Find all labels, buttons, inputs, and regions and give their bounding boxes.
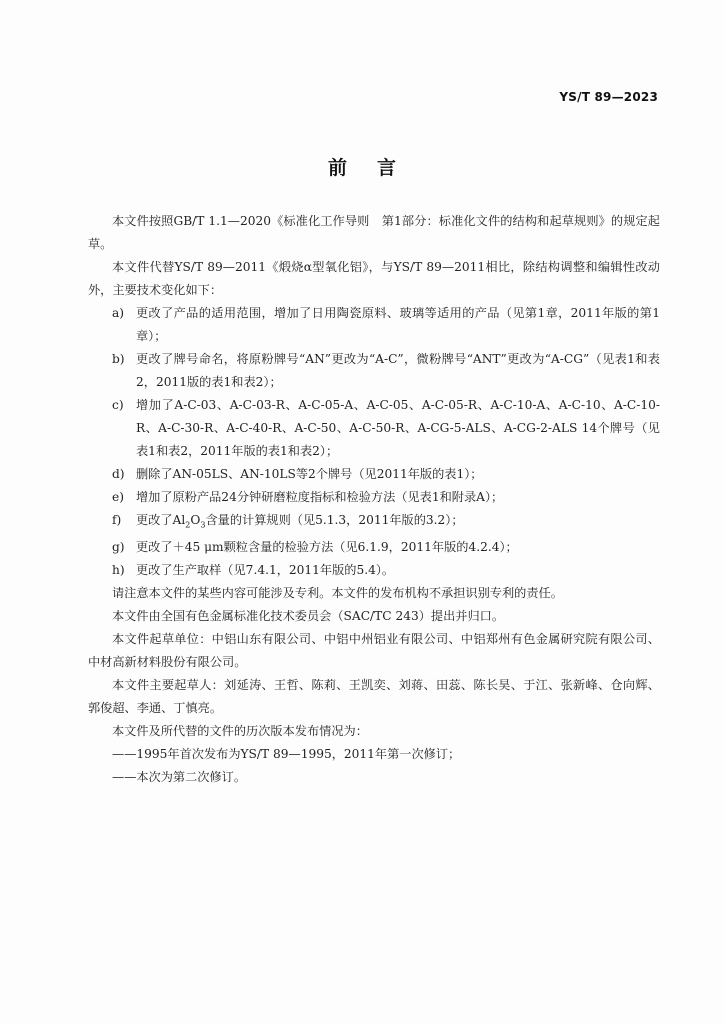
paragraph-drafting-rules: 本文件按照GB/T 1.1—2020《标准化工作导则 第1部分：标准化文件的结构和起草规则》的规定起草。 <box>88 214 660 251</box>
list-marker: c) <box>112 398 124 412</box>
list-item <box>88 509 660 536</box>
list-item <box>88 463 660 486</box>
history-item: ——本次为第二次修订。 <box>112 770 247 785</box>
list-item-text: 增加了A-C-03、A-C-03-R、A-C-05-A、A-C-05、A-C-05-R、A-C-10-A、A-C-10、A-C-10-R、A-C-30-R、A-C-40-R、A-C-50、A-C-50-R、A-CG-5-ALS、A-CG-2-ALS 14个牌号（见表1和表2，2011年版的表1和表2）； <box>136 398 660 458</box>
list-marker: b) <box>112 352 125 366</box>
list-item-text: 更改了生产取样（见7.4.1，2011年版的5.4）。 <box>136 563 395 578</box>
history-item: ——1995年首次发布为YS/T 89—1995，2011年第一次修订； <box>112 747 461 762</box>
proposer-statement: 本文件由全国有色金属标准化技术委员会（SAC/TC 243）提出并归口。 <box>112 609 505 624</box>
history-intro: 本文件及所代替的文件的历次版本发布情况为： <box>112 724 368 739</box>
list-item <box>88 302 660 348</box>
list-marker: d) <box>112 467 125 481</box>
list-item <box>88 348 660 394</box>
document-body <box>88 210 660 789</box>
subscript-2: 2 <box>185 520 191 530</box>
formula-suffix: 含量的计算规则（见5.1.3，2011年版的3.2）； <box>205 513 464 527</box>
drafting-units: 本文件起草单位：中铝山东有限公司、中铝中州铝业有限公司、中铝郑州有色金属研究院有限公司、中材高新材料股份有限公司。 <box>88 632 660 670</box>
formula-o: O <box>190 513 201 527</box>
list-item <box>88 559 660 582</box>
list-item-text: 更改了产品的适用范围，增加了日用陶瓷原料、玻璃等适用的产品（见第1章，2011年版的第1章）； <box>136 306 660 343</box>
list-marker: f) <box>112 513 122 527</box>
list-item-text: 更改了＋45 μm颗粒含量的检验方法（见6.1.9，2011年版的4.2.4）； <box>136 540 518 555</box>
list-item <box>88 486 660 509</box>
list-marker: h) <box>112 563 125 578</box>
list-item <box>88 536 660 559</box>
list-item-text: 增加了原粉产品24分钟研磨粒度指标和检验方法（见表1和附录A）； <box>136 490 504 504</box>
paragraph-replacement: 本文件代替YS/T 89—2011《煅烧α型氧化铝》，与YS/T 89—2011相比，除结构调整和编辑性改动外，主要技术变化如下： <box>88 260 660 297</box>
list-item-text: 更改了牌号命名，将原粉牌号“AN”更改为“A-C”，微粉牌号“ANT”更改为“A-CG”（见表1和表2，2011版的表1和表2）； <box>136 352 660 389</box>
list-marker: e) <box>112 490 124 504</box>
formula-prefix: 更改了Al <box>136 513 186 527</box>
standard-number: YS/T 89—2023 <box>559 90 658 104</box>
list-item <box>88 394 660 463</box>
patent-notice: 请注意本文件的某些内容可能涉及专利。本文件的发布机构不承担识别专利的责任。 <box>112 586 563 601</box>
page-title: 前言 <box>327 157 426 179</box>
list-marker: a) <box>112 306 125 320</box>
drafters: 本文件主要起草人：刘延涛、王哲、陈莉、王凯奕、刘蒋、田蕊、陈长昊、于江、张新峰、仓向辉、郭俊超、李通、丁慎亮。 <box>88 678 660 716</box>
list-marker: g) <box>112 540 125 555</box>
list-item-text: 删除了AN-05LS、AN-10LS等2个牌号（见2011年版的表1）； <box>136 467 483 481</box>
list-item-text <box>136 513 464 530</box>
subscript-3: 3 <box>200 520 206 530</box>
technical-changes-list <box>88 302 660 582</box>
